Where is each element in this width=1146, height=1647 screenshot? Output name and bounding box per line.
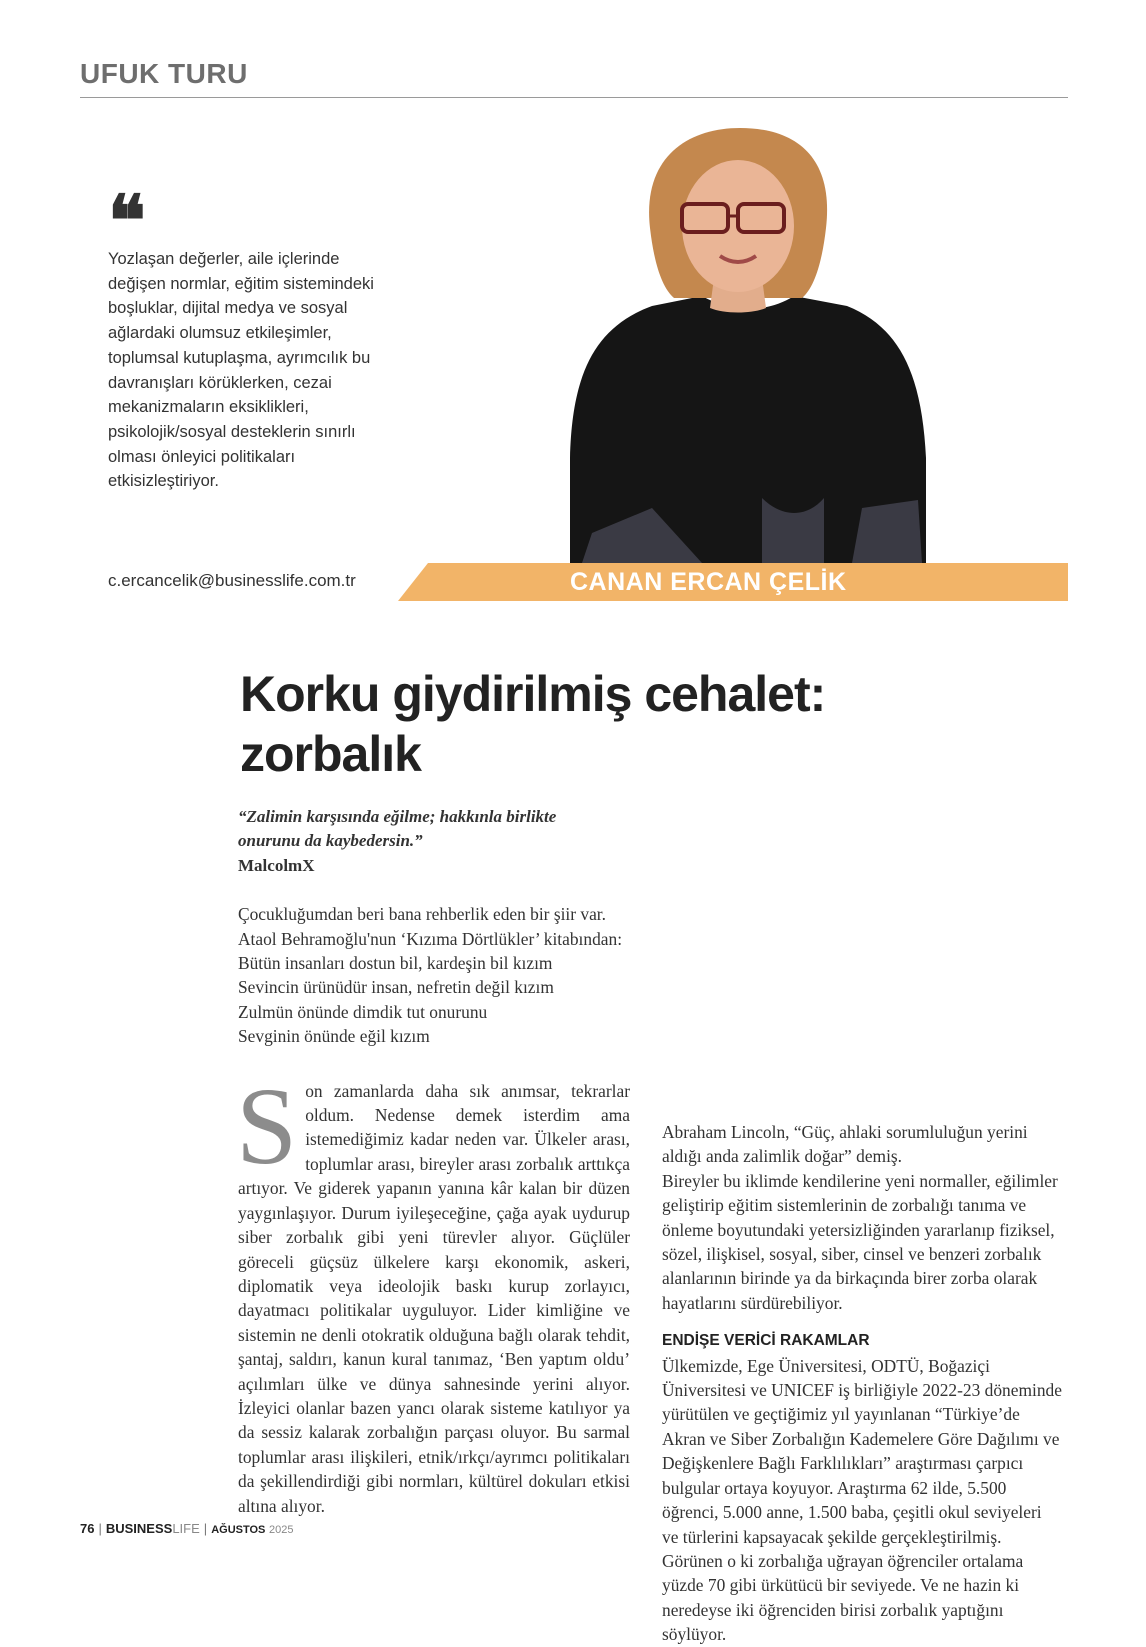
footer-separator: | [98,1521,102,1536]
issue-month: AĞUSTOS [211,1524,266,1536]
epigraph-author: MalcolmX [238,855,315,875]
author-portrait [562,128,934,563]
body-paragraph-1 [236,1064,630,1518]
quote-mark-icon: ❝ [108,184,146,261]
header-divider [80,97,1068,98]
body-paragraph-3: Bireyler bu iklimde kendilerine yeni normaller, eğilimler geliştirip eğitim sistemlerinin de zorbalığı tanıma ve önleme boyutundaki yetersizliğinden yararlanıp fiziksel, sözel, ilişkisel, sosyal, siber, cinsel ve benzeri zorbalık alanlarının birinde ya da birkaçında birer zorba olarak hayatlarını sürdürebiliyor. [662,1170,1058,1313]
author-name: CANAN ERCAN ÇELİK [570,568,847,596]
brand-bold: BUSINESS [105,1521,173,1536]
body-paragraph-2: Abraham Lincoln, “Güç, ahlaki sorumluluğun yerini aldığı anda zalimlik doğar” demiş. [662,1122,1028,1167]
epigraph-line-1: “Zalimin karşısında eğilme; hakkınla birlikte [238,807,557,826]
headline-line-1: Korku giydirilmiş cehalet: [240,666,826,722]
poem-line-3: Zulmün önünde dimdik tut onurunu [238,1001,488,1022]
article-headline [240,664,1040,784]
poem-line-2: Sevincin ürünüdür insan, nefretin değil kızım [238,977,554,998]
article-column-right [662,1120,1062,1647]
page-number: 76 [80,1521,95,1536]
pull-quote: Yozlaşan değerler, aile içlerinde değişen normlar, eğitim sistemindeki boşluklar, dijital medya ve sosyal ağlardaki olumsuz etkileşimler, toplumsal kutuplaşma, ayrımcılık bu davranışları körüklerken, cezai mekanizmaların eksiklikleri, psikolojik/sosyal desteklerin sınırlı olması önleyici politikaları etkisizleştiriyor. [108,250,374,491]
epigraph-line-2: onurunu da kaybedersin.” [238,831,423,851]
body-paragraph-1-text: on zamanlarda daha sık anımsar, tekrarlar oldum. Nedense demek isterdim ama istemediğimiz kadar neden var. Ülkeler arası, toplumlar arası, bireyler arası zorbalık arttıkça artıyor. Ve giderek yapanın yanına kâr kalan bir düzen yaygınlaşıyor. Durum iyileşeceğine, çağa ayak uydurup siber zorbalık gibi yeni türevler alıyor. Güçlüler göreceli güçsüz ülkelere karşı ekonomik, askeri, diplomatik veya ideolojik baskı kurup zorlayıcı, dayatmacı politikalar uyguluyor. Lider kimliğine ve sistemin ne denli otokratik olduğuna bağlı olarak tehdit, şantaj, saldırı, kanun kural tanımaz, ‘Ben yaptım oldu’ açılımları ülke ve dünya sahnesinde yerini alıyor. İzleyici olanlar bazen yancı olarak sisteme katılıyor ya da sessiz kalarak zorbalığın parçası oluyor. Bu sarmal toplumlar arası ilişkileri, etnik/ırkçı/ayrımcı politikaları da şekillendirdiği gibi normları, kültürel dokuları etkisi altına alıyor. [238,1080,630,1516]
issue-year: 2025 [269,1524,294,1536]
poem-line-4: Sevginin önünde eğil kızım [238,1026,430,1047]
brand-light: LIFE [172,1521,200,1536]
epigraph [238,805,630,854]
footer-separator-2: | [203,1521,208,1536]
page-footer [80,1521,294,1536]
intro-paragraph: Çocukluğumdan beri bana rehberlik eden bir şiir var. Ataol Behramoğlu'nun ‘Kızıma Dörtlükler’ kitabından: [238,904,623,949]
poem-line-1: Bütün insanları dostun bil, kardeşin bil kızım [238,953,553,974]
author-email-link[interactable]: c.ercancelik@businesslife.com.tr [108,571,356,590]
section-subhead: ENDİŞE VERİCİ RAKAMLAR [662,1332,870,1350]
body-paragraph-4: Ülkemizde, Ege Üniversitesi, ODTÜ, Boğaziçi Üniversitesi ve UNICEF iş birliğiyle 2022-23 döneminde yürütülen ve geçtiğimiz yıl yayınlanan “Türkiye’de Akran ve Siber Zorbalığın Kademelere Göre Dağılımı ve Değişkenlere Bağlı Farklılıkları” araştırması çarpıcı bulgular ortaya koyuyor. Araştırma 62 ilde, 5.500 öğrenci, 5.000 anne, 1.500 baba, çeşitli okul seviyeleri ve türlerini kapsayacak şekilde gerçekleştirilmiş. Görünen o ki zorbalığa uğrayan öğrenciler ortalama yüzde 70 gibi ürkütücü bir seviyede. Ve ne hazin ki neredeyse iki öğrenciden birisi zorbalık yaptığını söylüyor. [662,1355,1062,1645]
headline-line-2: zorbalık [240,726,421,782]
article-column-left [238,805,630,1518]
section-label: UFUK TURU [80,58,248,89]
drop-cap: S [236,1064,298,1187]
